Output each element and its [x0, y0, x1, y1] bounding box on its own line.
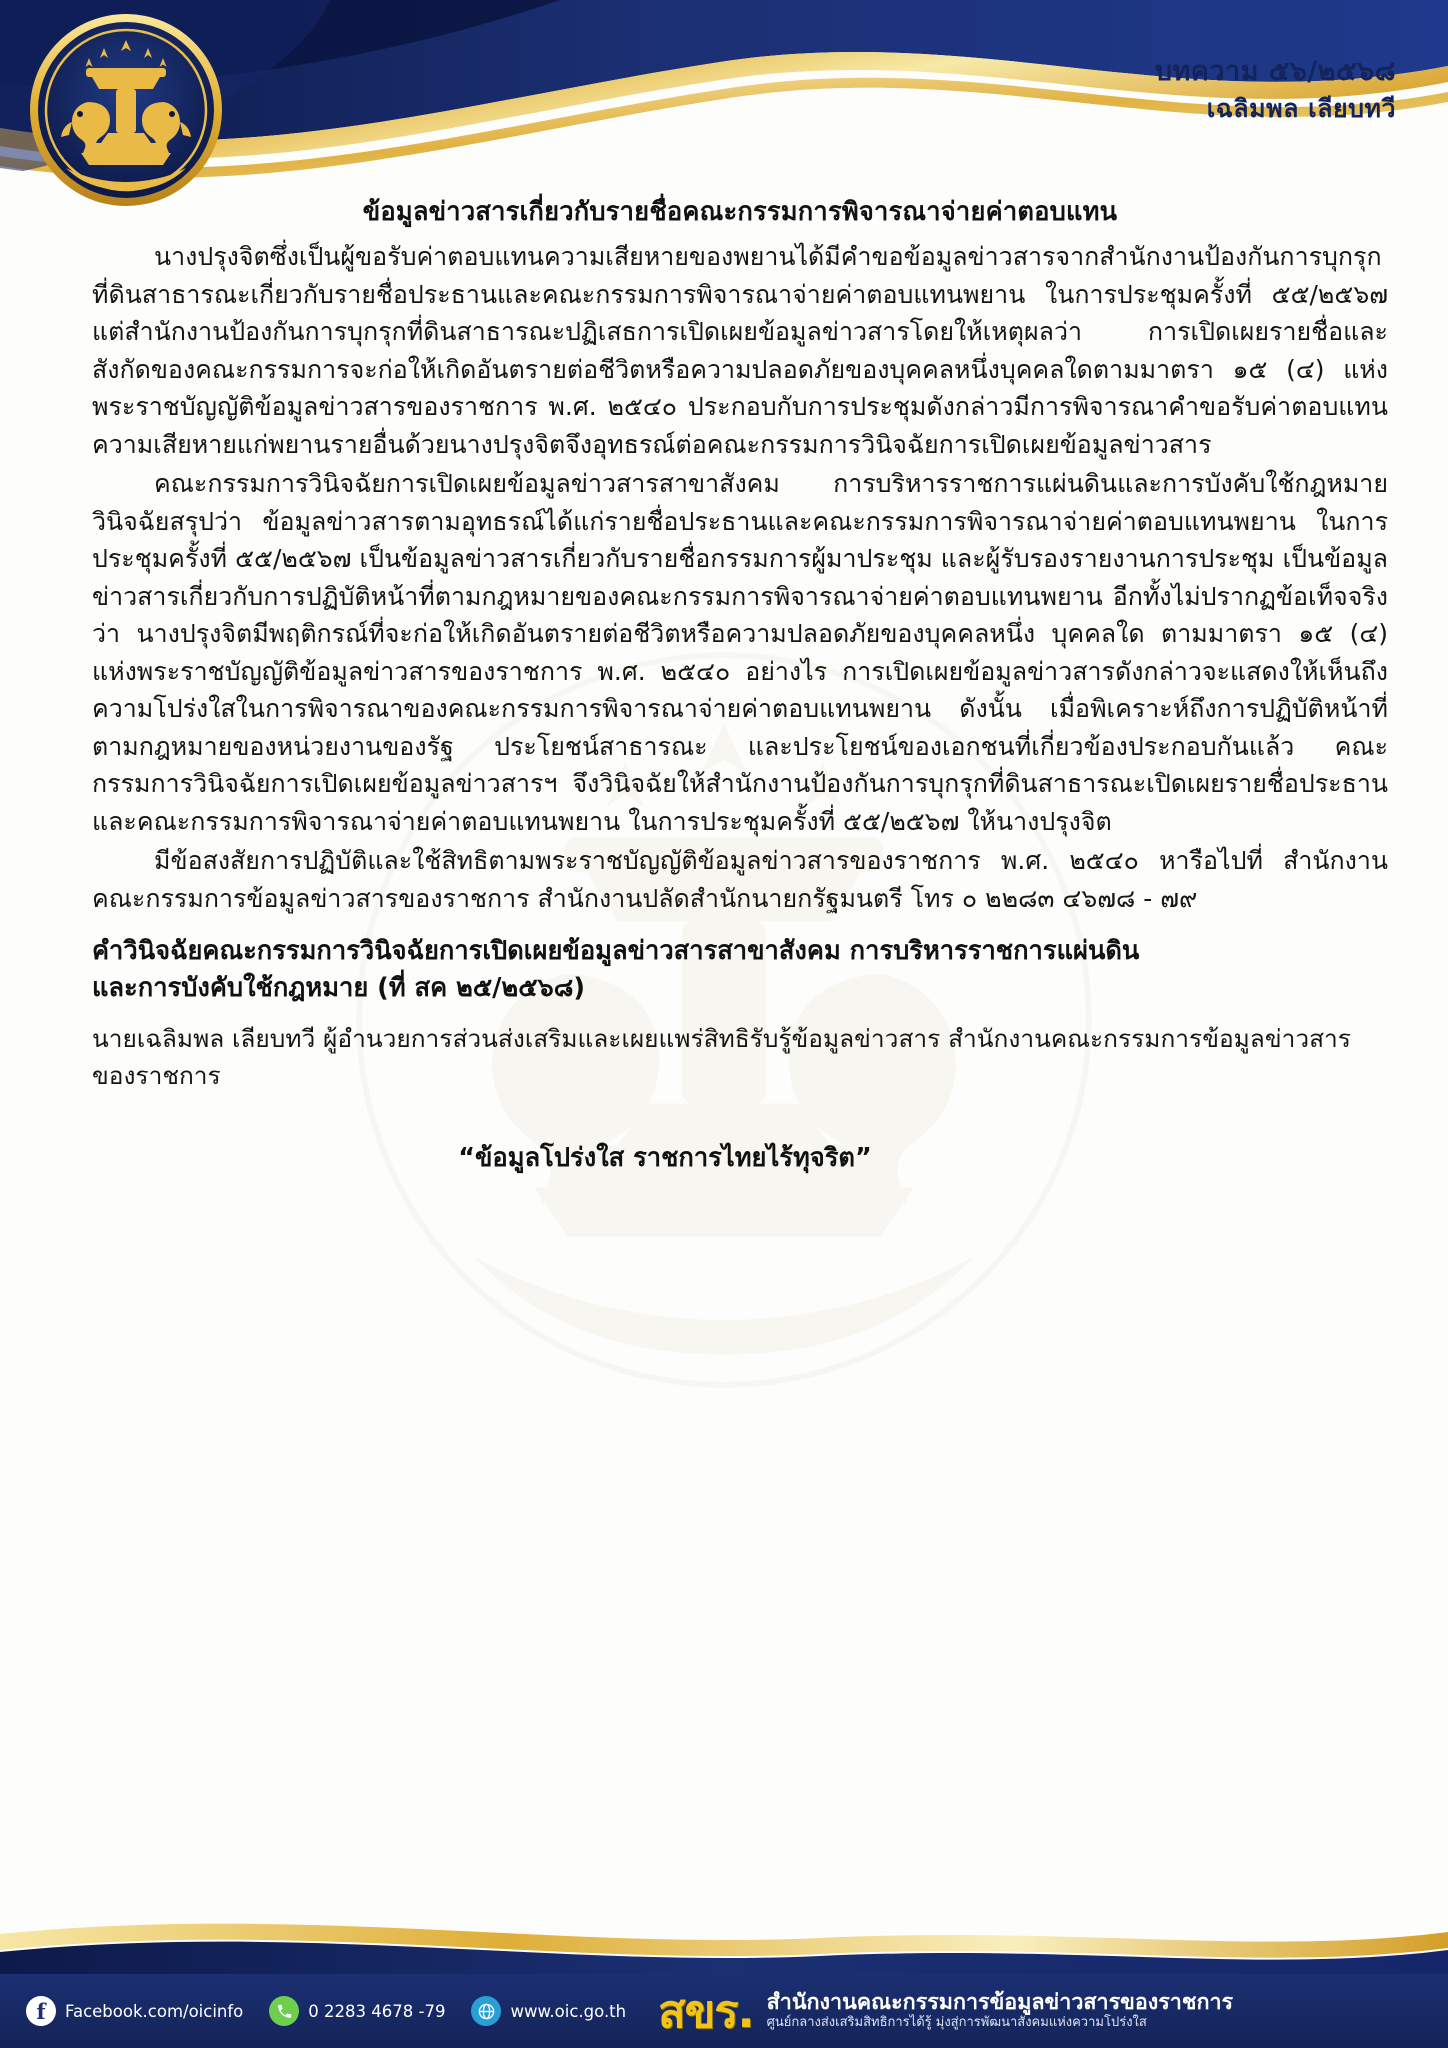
phone-glyph — [276, 2003, 293, 2020]
garuda-emblem — [26, 10, 226, 210]
bottom-banner-decoration — [0, 1898, 1448, 2048]
globe-icon — [471, 1996, 501, 2026]
article-number: บทความ ๕๖/๒๕๖๘ — [1154, 56, 1396, 87]
footer-org-tagline: ศูนย์กลางส่งเสริมสิทธิการได้รู้ มุ่งสู่การพัฒนาสังคมแห่งความโปร่งใส — [766, 2015, 1147, 2031]
paragraph-3: มีข้อสงสัยการปฏิบัติและใช้สิทธิตามพระราชบัญญัติข้อมูลข่าวสารของราชการ พ.ศ. ๒๕๔๐ หารือไปที่ สำนักงานคณะกรรมการข้อมูลข่าวสารของราชการ สำนักงานปลัดสำนักนายกรัฐมนตรี โทร ๐ ๒๒๘๓ ๔๖๗๘ - ๗๙ — [92, 846, 1388, 913]
ruling-heading-line-1: คำวินิจฉัยคณะกรรมการวินิจฉัยการเปิดเผยข้อมูลข่าวสารสาขาสังคม การบริหารราชการแผ่นดิน — [92, 936, 1140, 966]
facebook-icon: f — [26, 1996, 56, 2026]
oic-logo-mark: สขร. — [658, 1984, 754, 2038]
author-signature: นายเฉลิมพล เลียบทวี ผู้อำนวยการส่วนส่งเสริมและเผยแพร่สิทธิรับรู้ข้อมูลข่าวสาร สำนักงานคณะกรรมการข้อมูลข่าวสารของราชการ — [92, 1023, 1351, 1090]
ruling-heading — [92, 933, 1388, 1007]
emblem-svg — [26, 10, 226, 210]
footer-org-name: สำนักงานคณะกรรมการข้อมูลข่าวสารของราชการ — [766, 1989, 1234, 2015]
phone-icon — [269, 1996, 299, 2026]
website-label: www.oic.go.th — [510, 2001, 627, 2021]
footer-contact-row — [0, 1974, 1448, 2048]
page-title: ข้อมูลข่าวสารเกี่ยวกับรายชื่อคณะกรรมการพิจารณาจ่ายค่าตอบแทน — [362, 197, 1118, 227]
footer-org-text — [767, 1991, 1233, 2032]
globe-glyph — [477, 2002, 496, 2021]
footer-organization — [658, 1984, 1234, 2038]
header-article-info — [1155, 52, 1396, 127]
footer-website[interactable] — [471, 1996, 626, 2026]
paragraph-1: นางปรุงจิตซึ่งเป็นผู้ขอรับค่าตอบแทนความเสียหายของพยานได้มีคำขอข้อมูลข่าวสารจากสำนักงานป้องกันการบุกรุกที่ดินสาธารณะเกี่ยวกับรายชื่อประธานและคณะกรรมการพิจารณาจ่ายค่าตอบแทนพยาน ในการประชุมครั้งที่ ๕๕/๒๕๖๗ แต่สำนักงานป้องกันการบุกรุกที่ดินสาธารณะปฏิเสธการเปิดเผยข้อมูลข่าวสารโดยให้เหตุผลว่า การเปิดเผยรายชื่อและสังกัดของคณะกรรมการจะก่อให้เกิดอันตรายต่อชีวิตหรือความปลอดภัยของบุคคลหนึ่งบุคคลใดตามมาตรา ๑๕ (๔) แห่งพระราชบัญญัติข้อมูลข่าวสารของราชการ พ.ศ. ๒๕๔๐ ประกอบกับการประชุมดังกล่าวมีการพิจารณาคำขอรับค่าตอบแทนความเสียหายแก่พยานรายอื่นด้วยนางปรุงจิตจึงอุทธรณ์ต่อคณะกรรมการวินิจฉัยการเปิดเผยข้อมูลข่าวสาร — [92, 242, 1388, 459]
footer-phone[interactable] — [269, 1996, 445, 2026]
document-body — [0, 192, 1448, 1178]
ruling-heading-line-2: และการบังคับใช้กฎหมาย (ที่ สค ๒๕/๒๕๖๘) — [92, 972, 586, 1003]
facebook-label: Facebook.com/oicinfo — [65, 2001, 244, 2021]
article-author: เฉลิมพล เลียบทวี — [1206, 94, 1396, 124]
phone-label: 0 2283 4678 -79 — [308, 2001, 446, 2021]
paragraph-2: คณะกรรมการวินิจฉัยการเปิดเผยข้อมูลข่าวสารสาขาสังคม การบริหารราชการแผ่นดินและการบังคับใช้กฎหมายวินิจฉัยสรุปว่า ข้อมูลข่าวสารตามอุทธรณ์ได้แก่รายชื่อประธานและคณะกรรมการพิจารณาจ่ายค่าตอบแทนพยาน ในการประชุมครั้งที่ ๕๕/๒๕๖๗ เป็นข้อมูลข่าวสารเกี่ยวกับรายชื่อกรรมการผู้มาประชุม และผู้รับรองรายงานการประชุม เป็นข้อมูลข่าวสารเกี่ยวกับการปฏิบัติหน้าที่ตามกฎหมายของคณะกรรมการพิจารณาจ่ายค่าตอบแทนพยาน อีกทั้งไม่ปรากฏข้อเท็จจริงว่า นางปรุงจิตมีพฤติกรณ์ที่จะก่อให้เกิดอันตรายต่อชีวิตหรือความปลอดภัยของบุคคลหนึ่ง บุคคลใด ตามมาตรา ๑๕ (๔) แห่งพระราชบัญญัติข้อมูลข่าวสารของราชการ พ.ศ. ๒๕๔๐ อย่างไร การเปิดเผยข้อมูลข่าวสารดังกล่าวจะแสดงให้เห็นถึงความโปร่งใสในการพิจารณาของคณะกรรมการพิจารณาจ่ายค่าตอบแทนพยาน ดังนั้น เมื่อพิเคราะห์ถึงการปฏิบัติหน้าที่ตามกฎหมายของหน่วยงานของรัฐ ประโยชน์สาธารณะ และประโยชน์ของเอกชนที่เกี่ยวข้องประกอบกันแล้ว คณะกรรมการวินิจฉัยการเปิดเผยข้อมูลข่าวสารฯ จึงวินิจฉัยให้สำนักงานป้องกันการบุกรุกที่ดินสาธารณะเปิดเผยรายชื่อประธานและคณะกรรมการพิจารณาจ่ายค่าตอบแทนพยาน ในการประชุมครั้งที่ ๕๕/๒๕๖๗ ให้นางปรุงจิต — [92, 469, 1388, 836]
footer-facebook[interactable] — [26, 1996, 243, 2026]
slogan-text: “ข้อมูลโปร่งใส ราชการไทยไร้ทุจริต” — [458, 1143, 872, 1174]
